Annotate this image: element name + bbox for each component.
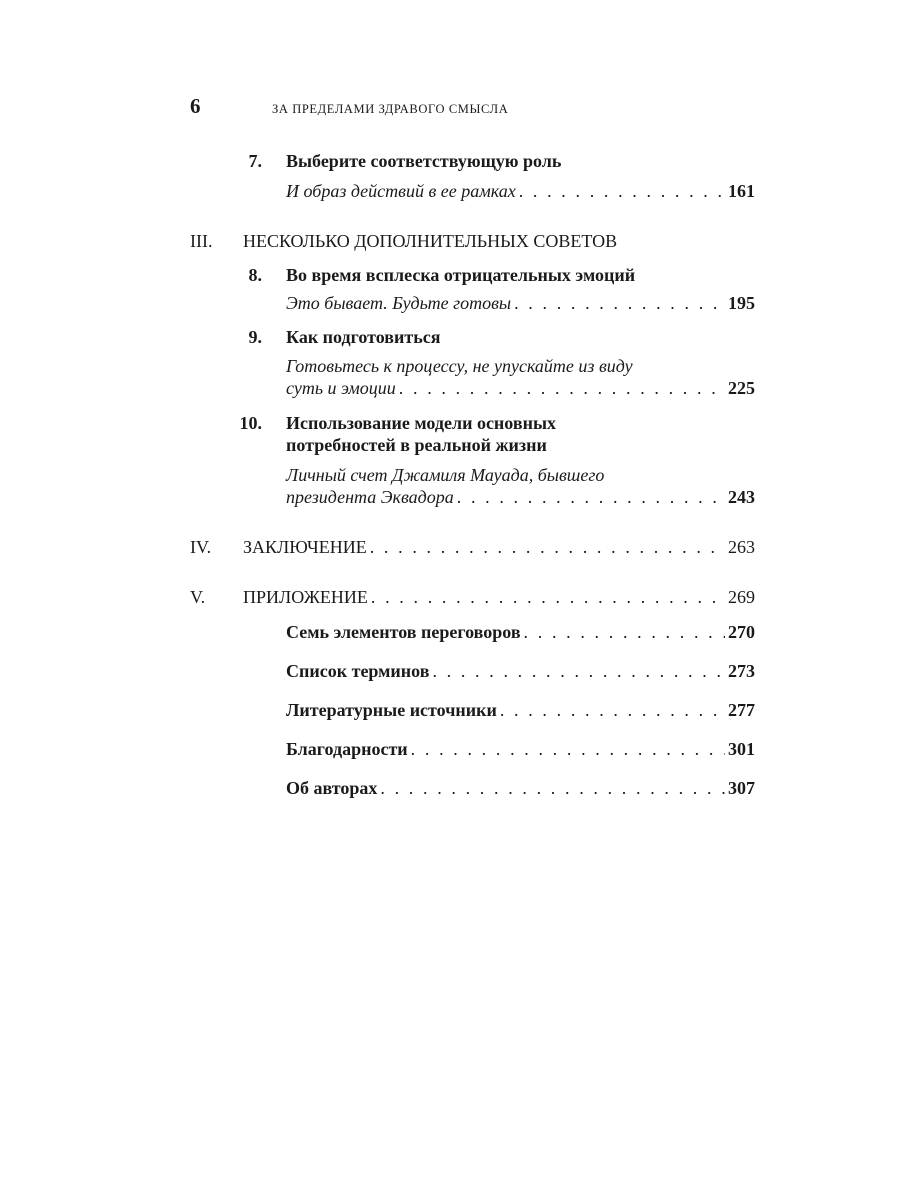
toc-chapter-8-entry[interactable] xyxy=(286,290,755,316)
chapter-subtitle: И образ действий в ее рамках xyxy=(286,181,516,201)
chapter-number: 10. xyxy=(239,413,262,433)
page-ref: 270 xyxy=(728,622,755,642)
dot-leader xyxy=(524,619,725,645)
toc-chapter-8-heading xyxy=(0,262,900,288)
chapter-title: Выберите соответствующую роль xyxy=(286,151,562,171)
part-numeral: IV. xyxy=(190,537,212,557)
part-entry xyxy=(243,534,755,560)
appendix-title: Благодарности xyxy=(286,739,408,759)
chapter-title: Во время всплеска отрицательных эмоций xyxy=(286,265,636,285)
dot-leader xyxy=(519,178,725,204)
part-title: ЗАКЛЮЧЕНИЕ xyxy=(243,537,367,557)
page-header xyxy=(190,94,755,124)
dot-leader xyxy=(514,290,725,316)
appendix-title: Литературные источники xyxy=(286,700,497,720)
page-ref: 269 xyxy=(728,587,755,607)
toc-chapter-10-heading-cont xyxy=(0,432,900,458)
dot-leader xyxy=(432,658,725,684)
chapter-number: 8. xyxy=(248,265,262,285)
dot-leader xyxy=(457,484,725,510)
page-ref: 307 xyxy=(728,778,755,798)
page-ref: 301 xyxy=(728,739,755,759)
toc-appendix-item[interactable] xyxy=(286,619,755,645)
page-ref: 273 xyxy=(728,661,755,681)
chapter-subtitle-cont: президента Эквадора xyxy=(286,487,454,507)
dot-leader xyxy=(411,736,725,762)
chapter-subtitle: Готовьтесь к процессу, не упускайте из виду xyxy=(286,356,633,376)
toc-part-3[interactable] xyxy=(0,228,900,254)
appendix-title: Об авторах xyxy=(286,778,378,798)
appendix-title: Семь элементов переговоров xyxy=(286,622,521,642)
page-ref: 195 xyxy=(728,293,755,313)
page-ref: 263 xyxy=(728,537,755,557)
running-title: ЗА ПРЕДЕЛАМИ ЗДРАВОГО СМЫСЛА xyxy=(272,102,509,116)
toc-part-4[interactable] xyxy=(0,534,900,560)
toc-appendix-item[interactable] xyxy=(286,697,755,723)
toc-appendix-item[interactable] xyxy=(286,775,755,801)
dot-leader xyxy=(370,534,725,560)
chapter-title: Использование модели основных xyxy=(286,413,556,433)
page-ref: 243 xyxy=(728,487,755,507)
part-numeral: V. xyxy=(190,587,206,607)
part-numeral: III. xyxy=(190,231,213,251)
part-title: ПРИЛОЖЕНИЕ xyxy=(243,587,368,607)
dot-leader xyxy=(500,697,725,723)
toc-appendix-item[interactable] xyxy=(286,658,755,684)
chapter-subtitle: Личный счет Джамиля Мауада, бывшего xyxy=(286,465,605,485)
chapter-number: 9. xyxy=(248,327,262,347)
dot-leader xyxy=(371,584,725,610)
page-ref: 161 xyxy=(728,181,755,201)
toc-chapter-9-entry[interactable] xyxy=(286,375,755,401)
toc-chapter-7-entry[interactable] xyxy=(286,178,755,204)
chapter-number: 7. xyxy=(248,151,262,171)
toc-part-5[interactable] xyxy=(0,584,900,610)
chapter-title-cont: потребностей в реальной жизни xyxy=(286,435,547,455)
toc-chapter-9-heading xyxy=(0,324,900,350)
chapter-subtitle-cont: суть и эмоции xyxy=(286,378,396,398)
toc-appendix-item[interactable] xyxy=(286,736,755,762)
page-ref: 277 xyxy=(728,700,755,720)
appendix-title: Список терминов xyxy=(286,661,430,681)
dot-leader xyxy=(399,375,725,401)
toc-chapter-7-heading xyxy=(0,148,900,174)
dot-leader xyxy=(380,775,725,801)
page-ref: 225 xyxy=(728,378,755,398)
toc-chapter-10-entry[interactable] xyxy=(286,484,755,510)
part-entry xyxy=(243,584,755,610)
page-number: 6 xyxy=(190,94,201,118)
chapter-title: Как подготовиться xyxy=(286,327,441,347)
chapter-subtitle: Это бывает. Будьте готовы xyxy=(286,293,512,313)
part-title: НЕСКОЛЬКО ДОПОЛНИТЕЛЬНЫХ СОВЕТОВ xyxy=(243,231,618,251)
